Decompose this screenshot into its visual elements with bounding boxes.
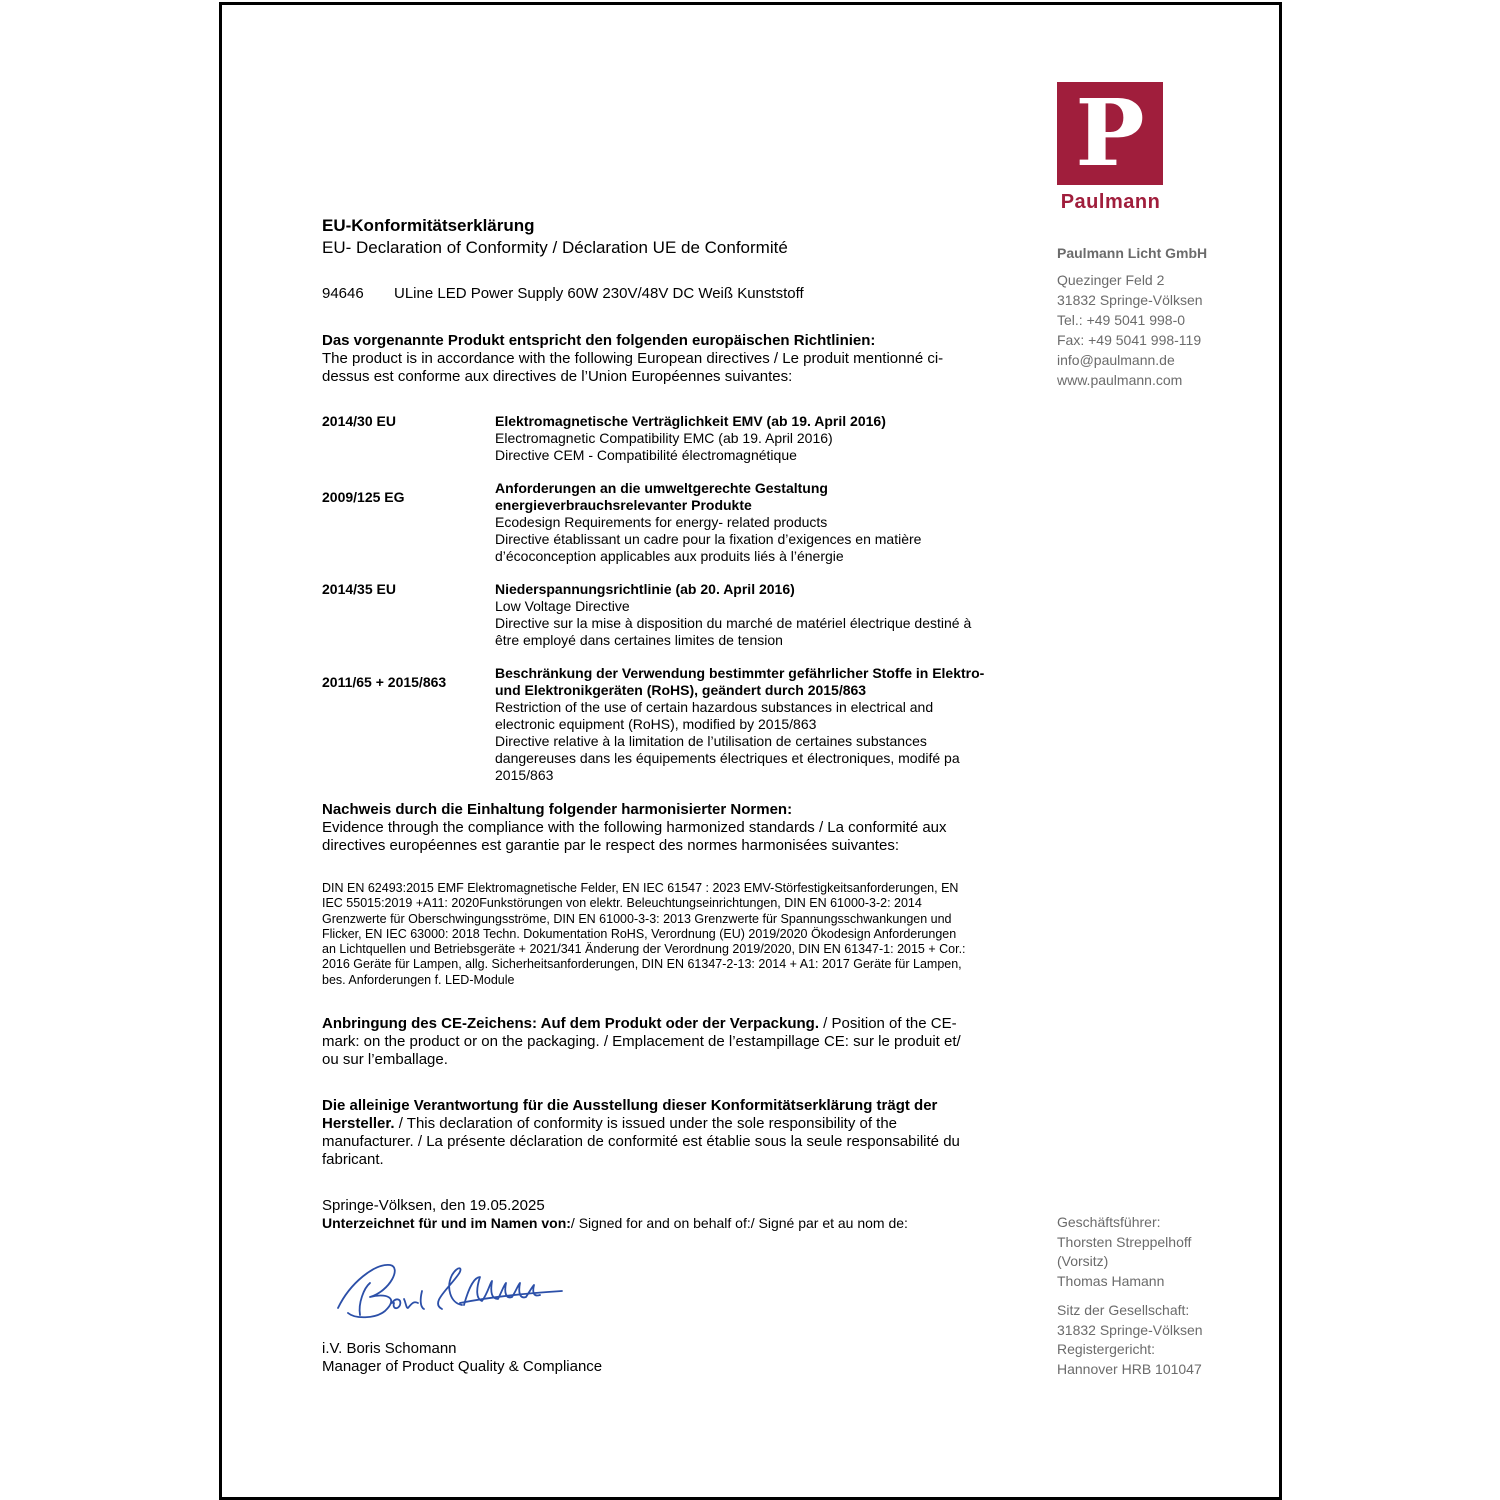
logo-wordmark: Paulmann [1060,191,1161,213]
directive-title: energieverbrauchsrelevanter Produkte [495,497,752,513]
directive-code: 2011/65 + 2015/863 [322,674,447,690]
management-line: (Vorsitz) [1057,1253,1109,1270]
standards-list-line: bes. Anforderungen f. LED-Module [322,972,515,987]
company-name: Paulmann Licht GmbH [1057,245,1208,261]
standards-line: Evidence through the compliance with the following harmonized standards / La conformité aux [322,819,947,836]
ce-mark-line: mark: on the product or on the packaging. / Emplacement de l’estampillage CE: sur le produit et/ [322,1033,961,1050]
directive-line: 2015/863 [495,767,554,783]
responsibility-line: fabricant. [322,1151,384,1168]
product-name: ULine LED Power Supply 60W 230V/48V DC Weiß Kunststoff [394,285,804,302]
address-line: Tel.: +49 5041 998-0 [1057,312,1186,328]
ce-mark-statement [322,1015,1022,1069]
standards-intro [322,801,1007,855]
intro-line: dessus est conforme aux directives de l’Union Européennes suivantes: [322,368,793,385]
product-line [322,285,1007,302]
address-line: Quezinger Feld 2 [1057,272,1165,288]
product-number: 94646 [322,285,364,302]
directive-code: 2014/30 EU [322,413,396,429]
standards-list-line: 2016 Geräte für Lampen, allg. Sicherheitsanforderungen, DIN EN 61347-2-13: 2014 + A1: 2017 Geräte für Lampen, [322,957,962,972]
intro-heading: Das vorgenannte Produkt entspricht den folgenden europäischen Richtlinien: [322,332,876,349]
company-address-block [1057,243,1257,390]
on-behalf-text: / Signed for and on behalf of:/ Signé par et au nom de: [570,1215,908,1231]
directive-text [495,581,1010,649]
title-de: EU-Konformitätserklärung [322,216,535,235]
address-line: info@paulmann.de [1057,352,1175,368]
responsibility-heading: Die alleinige Verantwortung für die Ausstellung dieser Konformitätserklärung trägt der [322,1097,938,1114]
directive-line: Ecodesign Requirements for energy- related products [495,514,828,530]
directive-title: Beschränkung der Verwendung bestimmter gefährlicher Stoffe in Elektro- [495,665,985,681]
management-line: Thorsten Streppelhoff [1057,1233,1192,1250]
management-line: Geschäftsführer: [1057,1214,1161,1230]
address-line: 31832 Springe-Völksen [1057,292,1203,308]
directive-text [495,665,1010,784]
directive-line: Directive relative à la limitation de l’utilisation de certaines substances [495,733,927,749]
standards-heading: Nachweis durch die Einhaltung folgender harmonisierter Normen: [322,801,793,818]
signed-on-behalf [322,1215,1022,1232]
standards-line: directives européennes est garantie par le respect des normes harmonisées suivantes: [322,837,899,854]
management-line: Thomas Hamann [1057,1272,1165,1289]
registration-line: Sitz der Gesellschaft: [1057,1302,1190,1318]
signer-name: i.V. Boris Schomann [322,1340,457,1357]
directive-title: Niederspannungsrichtlinie (ab 20. April 2016) [495,581,795,597]
management-block [1057,1213,1257,1291]
intro-line: The product is in accordance with the following European directives / Le produit mentionné ci- [322,350,944,367]
directive-text [495,480,1010,565]
directive-title: Elektromagnetische Verträglichkeit EMV (ab 19. April 2016) [495,413,886,429]
directive-line: d’écoconception applicables aux produits liés à l’énergie [495,548,844,564]
document-page [219,2,1282,1500]
directive-line: Directive CEM - Compatibilité électromagnétique [495,447,797,463]
ce-mark-heading: Anbringung des CE-Zeichens: Auf dem Produkt oder der Verpackung. [322,1015,820,1032]
directive-text [495,413,1010,464]
signer-role: Manager of Product Quality & Compliance [322,1358,603,1375]
registration-line: Registergericht: [1057,1341,1156,1358]
responsibility-line: manufacturer. / La présente déclaration de conformité est établie sous la seule responsabilité du [322,1133,960,1150]
standards-list-line: Flicker, EN IEC 63000: 2018 Techn. Dokumentation RoHS, Verordnung (EU) 2019/2020 Ökodesign Anforderungen [322,926,957,941]
handwritten-signature [330,1253,580,1333]
registration-line: Hannover HRB 101047 [1057,1360,1202,1377]
directive-line: Low Voltage Directive [495,598,630,614]
directive-line: Directive sur la mise à disposition du marché de matériel électrique destiné à [495,615,972,631]
ce-mark-line: ou sur l’emballage. [322,1051,448,1068]
address-line: Fax: +49 5041 998-119 [1057,332,1202,348]
directive-line: Restriction of the use of certain hazardous substances in electrical and [495,699,934,715]
signing-place-date: Springe-Völksen, den 19.05.2025 [322,1197,545,1214]
title-en-fr: EU- Declaration of Conformity / Déclaration UE de Conformité [322,238,788,257]
directive-code: 2014/35 EU [322,581,396,597]
ce-mark-text: / Position of the CE- [819,1015,957,1032]
directive-line: electronic equipment (RoHS), modified by 2015/863 [495,716,817,732]
responsibility-statement [322,1097,1022,1169]
registration-line: 31832 Springe-Völksen [1057,1321,1203,1338]
responsibility-text: / This declaration of conformity is issued under the sole responsibility of the [394,1115,898,1132]
directive-line: dangereuses dans les équipements électriques et électroniques, modifé pa [495,750,960,766]
logo-letter: P [1075,79,1145,187]
address-line: www.paulmann.com [1057,372,1183,388]
directive-title: Anforderungen an die umweltgerechte Gestaltung [495,480,828,496]
standards-list [322,881,1022,988]
directives-intro [322,332,1007,386]
standards-list-line: DIN EN 62493:2015 EMF Elektromagnetische Felder, EN IEC 61547 : 2023 EMV-Störfestigkeitsanforderungen, EN [322,881,959,895]
directive-title: und Elektronikgeräten (RoHS), geändert durch 2015/863 [495,682,867,698]
directive-code: 2009/125 EG [322,489,405,505]
directive-line: être employé dans certaines limites de tension [495,632,783,648]
standards-list-line: Grenzwerte für Oberschwingungsströme, DIN EN 61000-3-3: 2013 Grenzwerte für Spannungsschwankungen und [322,911,952,926]
standards-list-line: IEC 55015:2019 +A11: 2020Funkstörungen von elektr. Beleuchtungseinrichtungen, DIN EN 61000-3-2: 2014 [322,896,922,911]
responsibility-heading: Hersteller. [322,1115,395,1132]
standards-list-line: an Lichtquellen und Betriebsgeräte + 2021/341 Änderung der Verordnung 2019/2020, DIN EN 61347-1: 2015 + Cor.: [322,942,966,957]
directive-line: Directive établissant un cadre pour la fixation d’exigences en matière [495,531,922,547]
on-behalf-label: Unterzeichnet für und im Namen von: [322,1215,571,1231]
directive-line: Electromagnetic Compatibility EMC (ab 19. April 2016) [495,430,833,446]
registration-block [1057,1301,1257,1379]
paulmann-logo [1057,79,1163,187]
